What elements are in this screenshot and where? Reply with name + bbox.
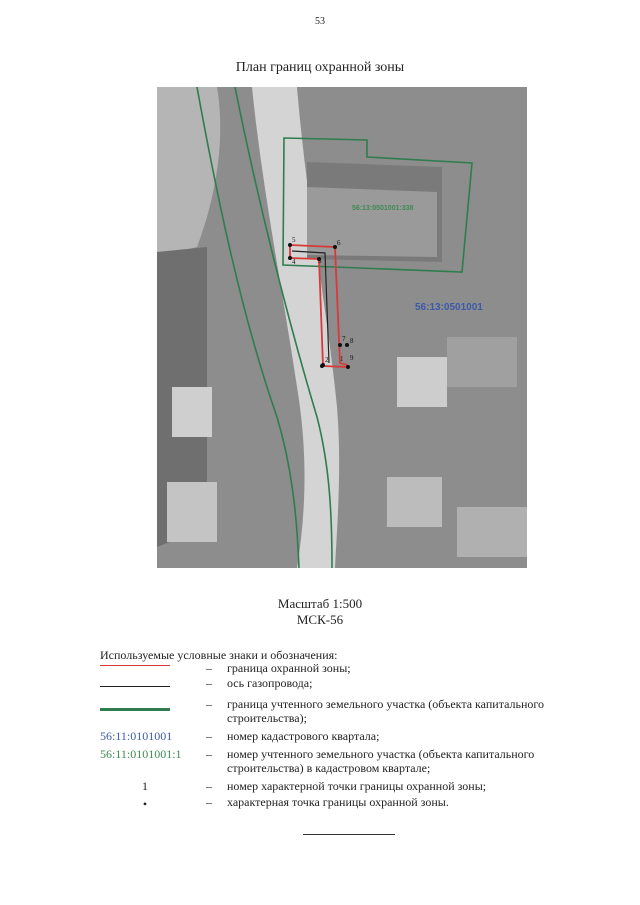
point-2-label: 2 <box>325 356 329 364</box>
legend-dash: – <box>206 795 212 809</box>
parcel-boundary-line-sample <box>100 708 170 711</box>
plan-title: План границ охранной зоны <box>235 60 405 75</box>
building-left-2 <box>167 482 217 542</box>
legend-heading: Используемые условные знаки и обозначения: <box>100 648 338 662</box>
legend-dash: – <box>206 697 212 711</box>
legend-desc: номер учтенного земельного участка (объекта капитального строительства) в кадастровом квартале; <box>227 747 535 775</box>
parcel-number-label: 56:13:0501001:338 <box>352 205 414 212</box>
legend-dash: – <box>206 729 212 743</box>
legend-desc: номер кадастрового квартала; <box>227 729 380 743</box>
point-5-label: 5 <box>292 236 296 244</box>
point-7-marker <box>338 343 342 347</box>
legend-dash: – <box>206 676 212 690</box>
point-8-label: 8 <box>350 337 354 345</box>
scale-ratio: Масштаб 1:500 <box>277 596 363 611</box>
point-3-label: 3 <box>318 257 322 265</box>
legend-dash: – <box>206 779 212 793</box>
point-8-marker <box>345 343 349 347</box>
quarter-number-label: 56:13:0501001 <box>415 302 483 313</box>
legend-desc: характерная точка границы охранной зоны. <box>227 795 449 809</box>
legend-dash: – <box>206 661 212 675</box>
building-left-1 <box>172 387 212 437</box>
legend-dash: – <box>206 747 212 761</box>
gas-axis-line-sample <box>100 686 170 687</box>
building-right-1 <box>397 357 447 407</box>
parcel-number-sample: 56:11:0101001:1 <box>100 747 182 761</box>
point-9-marker <box>346 365 350 369</box>
map-drawing <box>157 87 527 568</box>
legend-desc: граница охранной зоны; <box>227 661 351 675</box>
point-6-label: 6 <box>337 239 341 247</box>
scale-block <box>0 596 640 628</box>
building-right-3 <box>447 337 517 387</box>
aerial-map <box>157 87 527 568</box>
point-marker-sample: • <box>142 797 148 811</box>
legend-desc: граница учтенного земельного участка (объекта капитального строительства); <box>227 697 545 725</box>
building-right-4 <box>457 507 527 557</box>
point-number-sample: 1 <box>142 779 148 793</box>
building-right-2 <box>387 477 442 527</box>
legend-desc: номер характерной точки границы охранной зоны; <box>227 779 487 793</box>
point-7-label: 7 <box>342 335 346 343</box>
point-4-label: 4 <box>292 258 296 266</box>
protection-zone-line-sample <box>100 665 170 666</box>
bottom-rule <box>303 834 395 835</box>
point-1-label: 1 <box>340 355 344 363</box>
quarter-number-sample: 56:11:0101001 <box>100 729 173 743</box>
point-9-label: 9 <box>350 354 354 362</box>
coordinate-system: МСК-56 <box>296 612 344 627</box>
legend-desc: ось газопровода; <box>227 676 313 690</box>
page-number: 53 <box>315 16 325 27</box>
